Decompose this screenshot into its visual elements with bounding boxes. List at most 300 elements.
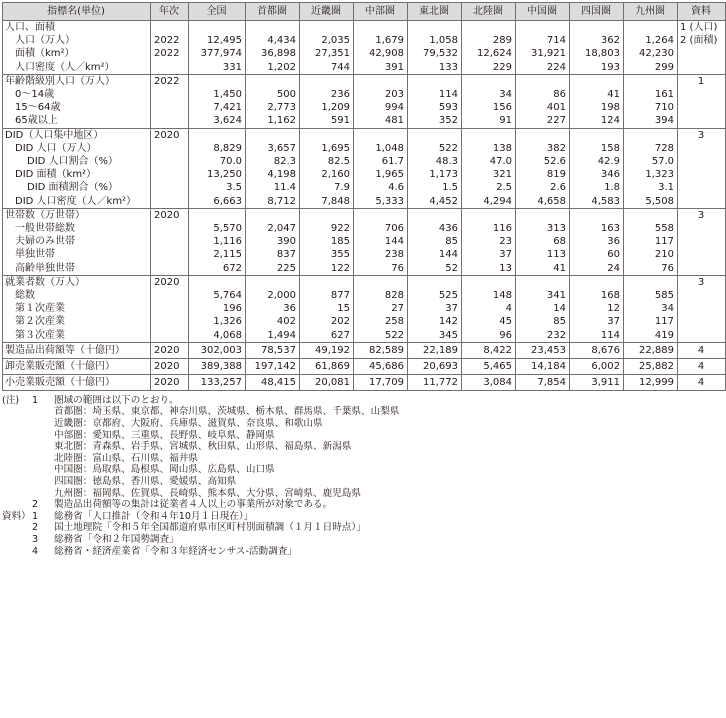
value-cell: 302,003	[189, 342, 246, 358]
value-cell	[462, 74, 516, 88]
value-cell: 36,898	[246, 47, 300, 60]
source-cell	[678, 155, 726, 168]
value-cell: 1,058	[408, 34, 462, 47]
value-cell	[246, 74, 300, 88]
value-cell: 61.7	[354, 155, 408, 168]
value-cell: 31,921	[516, 47, 570, 60]
value-cell	[300, 21, 354, 35]
year-cell: 2022	[151, 34, 189, 47]
source-cell: 1	[678, 74, 726, 88]
value-cell: 4,583	[570, 195, 624, 209]
table-row	[3, 128, 726, 142]
year-cell	[151, 329, 189, 343]
region-definition	[0, 464, 710, 476]
source-cell: 4	[678, 342, 726, 358]
value-cell: 158	[570, 142, 624, 155]
indicator-label: 65歳以上	[3, 114, 151, 128]
source-cell	[678, 315, 726, 328]
value-cell: 828	[354, 289, 408, 302]
source-cell	[678, 61, 726, 75]
value-cell: 20,081	[300, 374, 354, 390]
year-cell: 2022	[151, 74, 189, 88]
value-cell: 922	[300, 222, 354, 235]
value-cell	[408, 74, 462, 88]
value-cell	[300, 208, 354, 222]
value-cell: 402	[246, 315, 300, 328]
value-cell: 8,712	[246, 195, 300, 209]
year-cell: 2020	[151, 128, 189, 142]
table-row	[3, 195, 726, 209]
indicator-label: DID 面積割合（%）	[3, 181, 151, 194]
value-cell: 224	[516, 61, 570, 75]
year-cell	[151, 21, 189, 35]
note-row	[0, 395, 710, 407]
source-cell	[678, 114, 726, 128]
source-cell	[678, 142, 726, 155]
table-row	[3, 275, 726, 289]
value-cell	[354, 21, 408, 35]
value-cell	[354, 208, 408, 222]
value-cell	[624, 208, 678, 222]
value-cell	[300, 275, 354, 289]
value-cell: 196	[189, 302, 246, 315]
source-cell: 2 (面積)	[678, 34, 726, 47]
value-cell: 232	[516, 329, 570, 343]
value-cell: 2,000	[246, 289, 300, 302]
value-cell: 3,911	[570, 374, 624, 390]
source-row	[0, 534, 710, 546]
source-cell	[678, 302, 726, 315]
value-cell	[354, 74, 408, 88]
value-cell	[462, 21, 516, 35]
value-cell: 3,624	[189, 114, 246, 128]
value-cell: 24	[570, 262, 624, 276]
value-cell: 1,965	[354, 168, 408, 181]
table-body	[3, 21, 726, 391]
source-row	[0, 546, 710, 558]
indicator-label: 卸売業販売額（十億円）	[3, 358, 151, 374]
header-year: 年次	[151, 3, 189, 21]
source-text: 国土地理院「令和５年全国都道府県市区町村別面積調（１月１日時点）」	[54, 522, 366, 534]
table-row	[3, 61, 726, 75]
value-cell: 45	[462, 315, 516, 328]
value-cell: 2,160	[300, 168, 354, 181]
value-cell: 37	[408, 302, 462, 315]
value-cell: 313	[516, 222, 570, 235]
region-text: 中部圏：愛知県、三重県、長野県、岐阜県、静岡県	[54, 429, 275, 441]
value-cell: 394	[624, 114, 678, 128]
indicator-label: 0～14歳	[3, 88, 151, 101]
value-cell: 321	[462, 168, 516, 181]
value-cell: 341	[516, 289, 570, 302]
indicator-label: DID 人口密度（人／km²）	[3, 195, 151, 209]
value-cell: 133	[408, 61, 462, 75]
value-cell: 57.0	[624, 155, 678, 168]
year-cell	[151, 155, 189, 168]
region-definition	[0, 430, 710, 442]
value-cell: 41	[516, 262, 570, 276]
value-cell: 8,422	[462, 342, 516, 358]
source-cell	[678, 248, 726, 261]
value-cell: 1,202	[246, 61, 300, 75]
value-cell	[246, 128, 300, 142]
value-cell: 728	[624, 142, 678, 155]
value-cell: 13	[462, 262, 516, 276]
table-row	[3, 168, 726, 181]
value-cell: 25,882	[624, 358, 678, 374]
table-row	[3, 114, 726, 128]
value-cell: 23	[462, 235, 516, 248]
table-row	[3, 155, 726, 168]
value-cell: 672	[189, 262, 246, 276]
value-cell: 7,848	[300, 195, 354, 209]
table-row	[3, 74, 726, 88]
value-cell	[516, 21, 570, 35]
value-cell: 144	[408, 248, 462, 261]
table-row	[3, 329, 726, 343]
header-national: 全国	[189, 3, 246, 21]
value-cell	[189, 128, 246, 142]
value-cell: 12,999	[624, 374, 678, 390]
value-cell	[462, 208, 516, 222]
value-cell: 117	[624, 315, 678, 328]
value-cell: 1,173	[408, 168, 462, 181]
region-definition	[0, 406, 710, 418]
year-cell	[151, 289, 189, 302]
value-cell: 2,035	[300, 34, 354, 47]
value-cell: 1.8	[570, 181, 624, 194]
value-cell: 331	[189, 61, 246, 75]
statistics-table	[2, 2, 726, 391]
header-tohoku: 東北圏	[408, 3, 462, 21]
value-cell: 2,047	[246, 222, 300, 235]
value-cell: 2,773	[246, 101, 300, 114]
note-text: 圏域の範囲は以下のとおり。	[54, 394, 179, 406]
indicator-label: 第３次産業	[3, 329, 151, 343]
year-cell	[151, 114, 189, 128]
source-cell	[678, 181, 726, 194]
year-cell	[151, 168, 189, 181]
value-cell: 558	[624, 222, 678, 235]
value-cell: 36	[246, 302, 300, 315]
value-cell: 48.3	[408, 155, 462, 168]
value-cell: 34	[624, 302, 678, 315]
table-row	[3, 289, 726, 302]
source-text: 総務省「令和２年国勢調査」	[54, 534, 179, 545]
value-cell: 37	[570, 315, 624, 328]
table-row	[3, 222, 726, 235]
value-cell: 5,333	[354, 195, 408, 209]
value-cell: 6,663	[189, 195, 246, 209]
region-text: 中国圏：鳥取県、島根県、岡山県、広島県、山口県	[54, 464, 275, 476]
value-cell: 7,854	[516, 374, 570, 390]
value-cell: 27,351	[300, 47, 354, 60]
value-cell: 8,676	[570, 342, 624, 358]
value-cell: 819	[516, 168, 570, 181]
value-cell: 37	[462, 248, 516, 261]
value-cell: 197,142	[246, 358, 300, 374]
indicator-label: DID（人口集中地区）	[3, 128, 151, 142]
source-row	[0, 511, 710, 523]
value-cell: 1.5	[408, 181, 462, 194]
value-cell	[624, 21, 678, 35]
value-cell	[570, 21, 624, 35]
value-cell	[408, 275, 462, 289]
year-cell	[151, 88, 189, 101]
value-cell: 1,679	[354, 34, 408, 47]
header-source: 資料	[678, 3, 726, 21]
value-cell: 52	[408, 262, 462, 276]
indicator-label: 総数	[3, 289, 151, 302]
value-cell: 8,829	[189, 142, 246, 155]
header-chubu: 中部圏	[354, 3, 408, 21]
value-cell: 1,323	[624, 168, 678, 181]
table-row	[3, 315, 726, 328]
value-cell: 114	[408, 88, 462, 101]
indicator-label: 夫婦のみ世帯	[3, 235, 151, 248]
region-text: 近畿圏：京都府、大阪府、兵庫県、滋賀県、奈良県、和歌山県	[54, 418, 323, 430]
source-cell	[678, 329, 726, 343]
value-cell: 61,869	[300, 358, 354, 374]
value-cell	[246, 21, 300, 35]
value-cell: 5,508	[624, 195, 678, 209]
note-row	[0, 499, 710, 511]
source-cell: 3	[678, 128, 726, 142]
table-row	[3, 101, 726, 114]
value-cell: 82.5	[300, 155, 354, 168]
value-cell: 12,624	[462, 47, 516, 60]
value-cell: 1,162	[246, 114, 300, 128]
source-cell	[678, 235, 726, 248]
value-cell: 391	[354, 61, 408, 75]
value-cell: 4,068	[189, 329, 246, 343]
source-cell	[678, 88, 726, 101]
source-cell	[678, 195, 726, 209]
value-cell: 13,250	[189, 168, 246, 181]
value-cell: 4,452	[408, 195, 462, 209]
value-cell: 389,388	[189, 358, 246, 374]
region-definition	[0, 476, 710, 488]
indicator-label: 第１次産業	[3, 302, 151, 315]
value-cell: 5,570	[189, 222, 246, 235]
table-row	[3, 374, 726, 390]
value-cell: 6,002	[570, 358, 624, 374]
value-cell: 1,450	[189, 88, 246, 101]
source-row	[0, 522, 710, 534]
source-number: 3	[32, 534, 39, 545]
indicator-label: DID 人口（万人）	[3, 142, 151, 155]
value-cell: 352	[408, 114, 462, 128]
value-cell: 1,264	[624, 34, 678, 47]
value-cell: 185	[300, 235, 354, 248]
year-cell	[151, 315, 189, 328]
value-cell	[189, 74, 246, 88]
table-row	[3, 208, 726, 222]
value-cell: 113	[516, 248, 570, 261]
value-cell: 168	[570, 289, 624, 302]
value-cell: 163	[570, 222, 624, 235]
source-cell	[678, 101, 726, 114]
value-cell: 355	[300, 248, 354, 261]
value-cell: 42.9	[570, 155, 624, 168]
table-header-row	[3, 3, 726, 21]
value-cell: 42,230	[624, 47, 678, 60]
year-cell	[151, 181, 189, 194]
header-kinki: 近畿圏	[300, 3, 354, 21]
value-cell: 877	[300, 289, 354, 302]
region-text: 北陸圏：富山県、石川県、福井県	[54, 452, 198, 464]
indicator-label: 面積（km²）	[3, 47, 151, 60]
value-cell: 236	[300, 88, 354, 101]
note-tag: (注)	[2, 394, 20, 406]
indicator-label: 第２次産業	[3, 315, 151, 328]
indicator-label: 人口、面積	[3, 21, 151, 35]
source-cell: 3	[678, 208, 726, 222]
table-row	[3, 88, 726, 101]
note-number: 2	[32, 499, 39, 511]
value-cell: 593	[408, 101, 462, 114]
value-cell: 994	[354, 101, 408, 114]
value-cell: 229	[462, 61, 516, 75]
value-cell: 70.0	[189, 155, 246, 168]
value-cell: 161	[624, 88, 678, 101]
indicator-label: 年齢階級別人口（万人）	[3, 74, 151, 88]
value-cell	[189, 275, 246, 289]
value-cell: 1,048	[354, 142, 408, 155]
value-cell: 362	[570, 34, 624, 47]
value-cell: 96	[462, 329, 516, 343]
value-cell: 714	[516, 34, 570, 47]
table-row	[3, 142, 726, 155]
indicator-label: 世帯数（万世帯）	[3, 208, 151, 222]
table-row	[3, 235, 726, 248]
value-cell: 706	[354, 222, 408, 235]
value-cell: 27	[354, 302, 408, 315]
value-cell: 85	[516, 315, 570, 328]
year-cell: 2020	[151, 208, 189, 222]
year-cell	[151, 222, 189, 235]
table-row	[3, 302, 726, 315]
value-cell	[408, 128, 462, 142]
value-cell: 22,189	[408, 342, 462, 358]
year-cell	[151, 248, 189, 261]
value-cell	[300, 74, 354, 88]
source-cell	[678, 168, 726, 181]
value-cell: 117	[624, 235, 678, 248]
source-number: 1	[32, 510, 39, 522]
source-cell: 1 (人口)	[678, 21, 726, 35]
source-cell	[678, 47, 726, 60]
value-cell: 79,532	[408, 47, 462, 60]
value-cell: 401	[516, 101, 570, 114]
value-cell: 1,695	[300, 142, 354, 155]
value-cell: 68	[516, 235, 570, 248]
value-cell	[516, 275, 570, 289]
note-text: 製造品出荷額等の集計は従業者４人以上の事業所が対象である。	[54, 499, 333, 511]
indicator-label: 小売業販売額（十億円）	[3, 374, 151, 390]
value-cell: 4.6	[354, 181, 408, 194]
value-cell: 419	[624, 329, 678, 343]
region-text: 四国圏：徳島県、香川県、愛媛県、高知県	[54, 476, 237, 488]
year-cell	[151, 235, 189, 248]
value-cell: 500	[246, 88, 300, 101]
indicator-label: DID 人口割合（%）	[3, 155, 151, 168]
value-cell: 42,908	[354, 47, 408, 60]
value-cell	[354, 128, 408, 142]
value-cell: 238	[354, 248, 408, 261]
header-shuto: 首都圏	[246, 3, 300, 21]
value-cell: 4,198	[246, 168, 300, 181]
table-row	[3, 262, 726, 276]
value-cell: 225	[246, 262, 300, 276]
table-row	[3, 358, 726, 374]
value-cell	[462, 275, 516, 289]
value-cell: 3.1	[624, 181, 678, 194]
value-cell: 289	[462, 34, 516, 47]
value-cell	[462, 128, 516, 142]
value-cell: 7,421	[189, 101, 246, 114]
value-cell: 86	[516, 88, 570, 101]
region-text: 東北圏：青森県、岩手県、宮城県、秋田県、山形県、福島県、新潟県	[54, 441, 352, 453]
value-cell	[408, 208, 462, 222]
indicator-label: 就業者数（万人）	[3, 275, 151, 289]
year-cell: 2020	[151, 342, 189, 358]
value-cell: 11,772	[408, 374, 462, 390]
indicator-label: DID 面積（km²）	[3, 168, 151, 181]
value-cell: 142	[408, 315, 462, 328]
source-cell: 4	[678, 358, 726, 374]
source-text: 総務省「人口推計（令和４年10月１日現在）」	[54, 510, 254, 522]
value-cell: 41	[570, 88, 624, 101]
indicator-label: 人口密度（人／km²）	[3, 61, 151, 75]
region-definition	[0, 418, 710, 430]
value-cell: 17,709	[354, 374, 408, 390]
region-definition	[0, 441, 710, 453]
indicator-label: 一般世帯総数	[3, 222, 151, 235]
value-cell: 3.5	[189, 181, 246, 194]
value-cell: 138	[462, 142, 516, 155]
value-cell	[408, 21, 462, 35]
source-number: 2	[32, 522, 39, 534]
value-cell	[570, 128, 624, 142]
source-cell	[678, 222, 726, 235]
table-row	[3, 34, 726, 47]
source-tag: 資料）	[2, 510, 31, 522]
value-cell: 76	[354, 262, 408, 276]
value-cell: 18,803	[570, 47, 624, 60]
value-cell: 436	[408, 222, 462, 235]
value-cell: 156	[462, 101, 516, 114]
source-text: 総務省・経済産業省「令和３年経済センサス-活動調査」	[54, 545, 297, 557]
year-cell	[151, 262, 189, 276]
value-cell: 4,434	[246, 34, 300, 47]
value-cell: 82,589	[354, 342, 408, 358]
value-cell: 522	[354, 329, 408, 343]
value-cell	[300, 128, 354, 142]
value-cell: 60	[570, 248, 624, 261]
value-cell: 124	[570, 114, 624, 128]
year-cell	[151, 195, 189, 209]
value-cell: 4,658	[516, 195, 570, 209]
value-cell	[354, 275, 408, 289]
value-cell: 15	[300, 302, 354, 315]
value-cell	[570, 275, 624, 289]
value-cell: 82.3	[246, 155, 300, 168]
note-number: 1	[32, 394, 39, 406]
value-cell: 1,494	[246, 329, 300, 343]
value-cell: 1,116	[189, 235, 246, 248]
source-cell: 4	[678, 374, 726, 390]
